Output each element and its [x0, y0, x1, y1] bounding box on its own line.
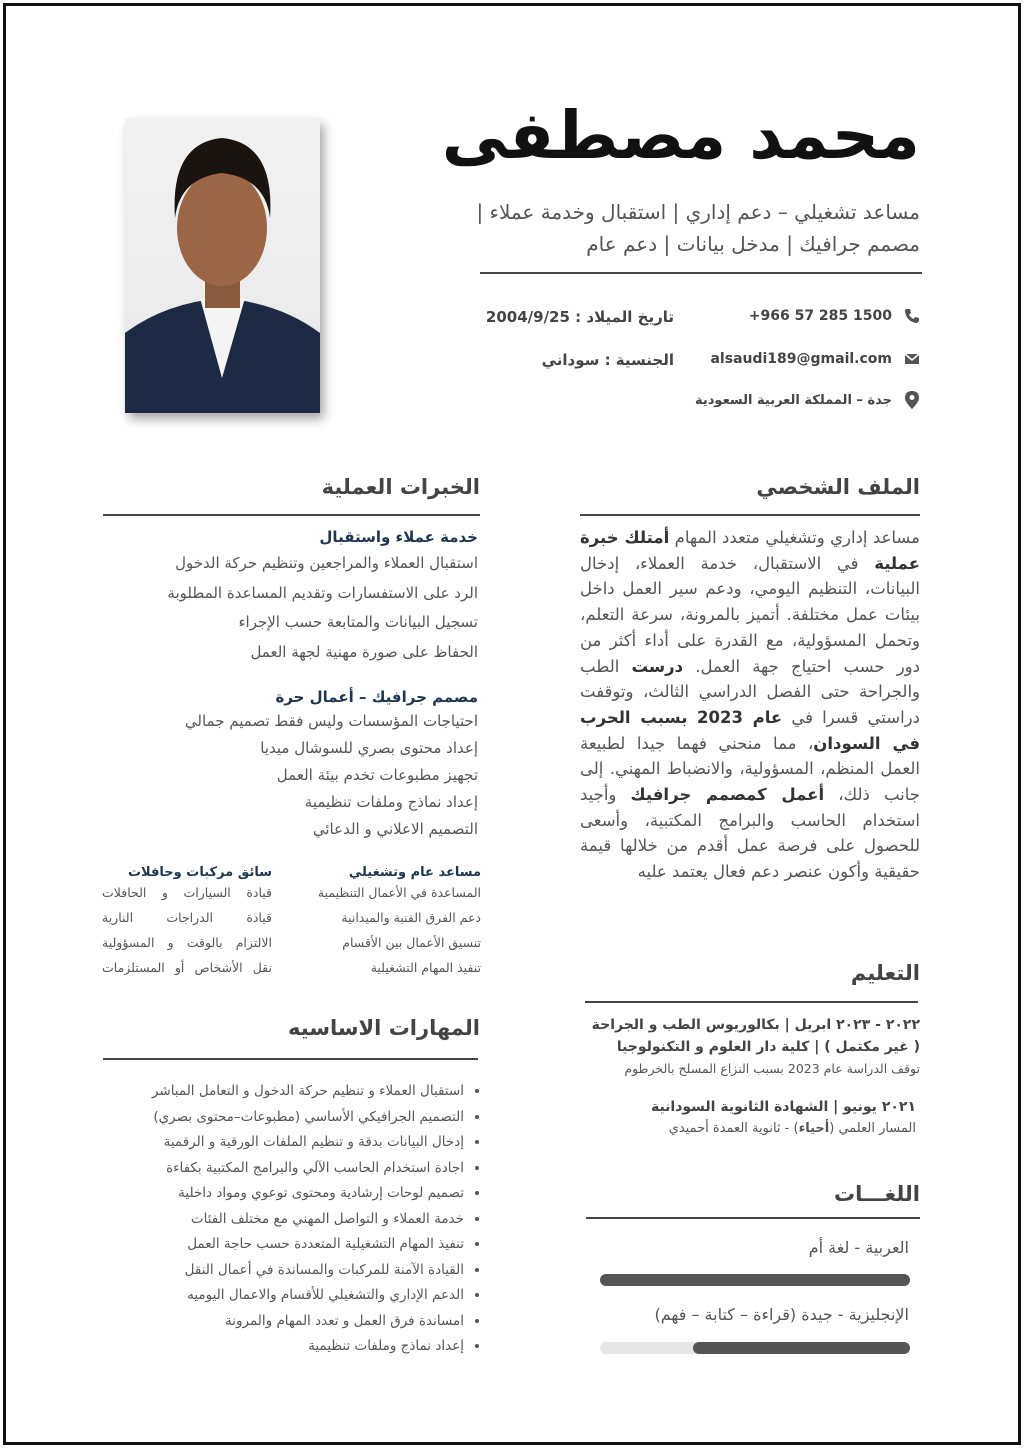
experience-assistant [291, 865, 481, 980]
skill-item: • إعداد نماذج وملفات تنظيمية [64, 1334, 464, 1360]
degree-line: ( غير مكتمل ) | كلية دار العلوم و التكنولوجيا [616, 1039, 920, 1055]
skill-item: • تنفيذ المهام التشغيلية المتعددة حسب حاجة العمل [64, 1232, 464, 1258]
list-item: التصميم الاعلاني و الدعائي [312, 820, 478, 838]
job-title: مصمم جرافيك – أعمال حرة [275, 688, 478, 706]
divider [480, 272, 922, 274]
divider [586, 1217, 920, 1219]
divider [103, 514, 480, 516]
contact-phone [749, 308, 920, 324]
skills-heading: المهارات الاساسيه [288, 1016, 480, 1040]
divider [580, 514, 920, 516]
profile-highlight: أمتلك خبرة عملية [580, 528, 920, 573]
skill-item: • استقبال العملاء و تنظيم حركة الدخول و التعامل المباشر [64, 1079, 464, 1105]
list-item: دعم الفرق الفنية والميدانية [341, 910, 481, 925]
experience-driver [102, 865, 272, 980]
job-title: مساعد عام وتشغيلي [348, 865, 481, 880]
location: جدة – المملكة العربية السعودية [695, 392, 892, 408]
profile-segment: في الاستقبال، خدمة العملاء، إدخال البيانات، التنظيم اليومي، ودعم سير العمل داخل بيئات عمل مختلفة. أتميز بالمرونة، سرعة التعلم، وتحمل المسؤولية، مع القدرة على أداء أكثر من دور حسب احتياج جهة العمل. [580, 553, 921, 676]
headline: مساعد تشغيلي – دعم إداري | استقبال وخدمة عملاء | مصمم جرافيك | مدخل بيانات | دعم عام [476, 200, 920, 256]
education-heading: التعليم [850, 961, 920, 985]
list-item: تجهيز مطبوعات تخدم بيئة العمل [276, 766, 478, 784]
list-item: احتياجات المؤسسات وليس فقط تصميم جمالي [184, 712, 478, 730]
degree-note: المسار العلمي (أحياء) - ثانوية العمدة أحميدي [668, 1121, 916, 1136]
profile-highlight: أعمل كمصمم جرافيك [630, 785, 825, 805]
degree-line: ٢٠٢٢ - ٢٠٢٣ ابريل | بكالوريوس الطب و الجراحة [591, 1017, 920, 1033]
language-level-bar [600, 1274, 910, 1286]
profile-photo [125, 118, 320, 413]
contact-email [710, 351, 920, 367]
list-item: قيادة الدراجات النارية [102, 910, 272, 925]
profile-highlight: درست [631, 656, 684, 676]
list-item: الحفاظ على صورة مهنية لجهة العمل [250, 642, 478, 661]
language-level-bar [600, 1342, 910, 1354]
degree-note: توقف الدراسة عام 2023 بسبب النزاع المسلح بالخرطوم [624, 1061, 920, 1076]
skill-item: • القيادة الآمنة للمركبات والمساندة في أعمال النقل [64, 1258, 464, 1284]
skill-item: • إدخال البيانات بدقة و تنظيم الملفات الورقية و الرقمية [64, 1130, 464, 1156]
job-title: سائق مركبات وحافلات [127, 865, 272, 880]
languages-heading: اللغـــات [833, 1182, 920, 1206]
experience-heading: الخبرات العملية [321, 475, 480, 499]
degree-line: ٢٠٢١ يونيو | الشهادة الثانوية السودانية [650, 1099, 916, 1115]
list-item: الرد على الاستفسارات وتقديم المساعدة المطلوبة [167, 583, 478, 602]
list-item: المساعدة في الأعمال التنظيمية [317, 885, 481, 900]
language-label: الإنجليزية - جيدة (قراءة – كتابة – فهم) [654, 1305, 909, 1324]
email-address: alsaudi189@gmail.com [710, 351, 892, 367]
profile-segment: ، مما منحني فهما جيدا لطبيعة العمل المنظم، المسؤولية، والانضباط المهني. إلى جانب ذلك، [580, 733, 920, 805]
language-label: العربية - لغة أم [808, 1238, 909, 1257]
profile-heading: الملف الشخصي [756, 475, 920, 499]
experience-customer-service [98, 528, 478, 667]
profile-text [580, 525, 920, 885]
list-item: نقل الأشخاص أو المستلزمات [102, 960, 272, 975]
phone-number: +966 57 285 1500 [748, 308, 892, 324]
experience-graphic [98, 688, 478, 843]
skill-item: • الدعم الإداري والتشغيلي للأقسام والاعمال اليوميه [64, 1283, 464, 1309]
profile-segment: مساعد إداري وتشغيلي متعدد المهام [669, 528, 920, 547]
language-level-fill [600, 1274, 910, 1286]
list-item: إعداد محتوى بصري للسوشال ميديا [260, 739, 478, 757]
skill-item: • خدمة العملاء و التواصل المهني مع مختلف الفئات [64, 1207, 464, 1233]
profile-segment: الطب والجراحة حتى الفصل الدراسي الثالث، وتوقفت دراستي قسرا في [580, 656, 920, 727]
phone-icon [904, 308, 920, 324]
list-item: استقبال العملاء والمراجعين وتنظيم حركة الدخول [175, 554, 478, 572]
skills-list [64, 1079, 486, 1360]
skill-item: • تصميم لوحات إرشادية ومحتوى توعوي ومواد داخلية [64, 1181, 464, 1207]
birth-date: تاريخ الميلاد : 2004/9/25 [485, 308, 674, 326]
list-item: قيادة السيارات و الحافلات [102, 885, 272, 900]
education-item [580, 1014, 920, 1080]
divider [103, 1058, 478, 1060]
list-item: الالتزام بالوقت و المسؤولية [102, 935, 272, 950]
nationality: الجنسية : سوداني [541, 351, 674, 369]
envelope-icon [904, 351, 920, 367]
profile-segment: وأجيد استخدام الحاسب والبرامج المكتبية، وأسعى للحصول على فرصة عمل أقدم من خلالها قيمة حقيقية وأكون عنصر دعم فعال يعتمد عليه [580, 785, 920, 882]
education-item [576, 1096, 916, 1140]
language-level-fill [693, 1342, 910, 1354]
contact-location [695, 390, 920, 410]
skill-item: • التصميم الجرافيكي الأساسي (مطبوعات–محتوى بصري) [64, 1105, 464, 1131]
candidate-name: محمد مصطفى [441, 97, 920, 174]
list-item: تسجيل البيانات والمتابعة حسب الإجراء [238, 613, 478, 631]
profile-highlight: عام 2023 بسبب الحرب في السودان [580, 707, 920, 753]
skill-item: • امساندة فرق العمل و تعدد المهام والمرونة [64, 1309, 464, 1335]
map-pin-icon [904, 390, 920, 410]
skill-item: • اجادة استخدام الحاسب الآلي والبرامج المكتبية بكفاءة [64, 1156, 464, 1182]
list-item: تنفيذ المهام التشغيلية [370, 960, 481, 975]
job-title: خدمة عملاء واستقبال [319, 528, 478, 546]
divider [585, 1001, 918, 1003]
list-item: إعداد نماذج وملفات تنظيمية [304, 793, 478, 811]
list-item: تنسيق الأعمال بين الأقسام [342, 935, 481, 950]
